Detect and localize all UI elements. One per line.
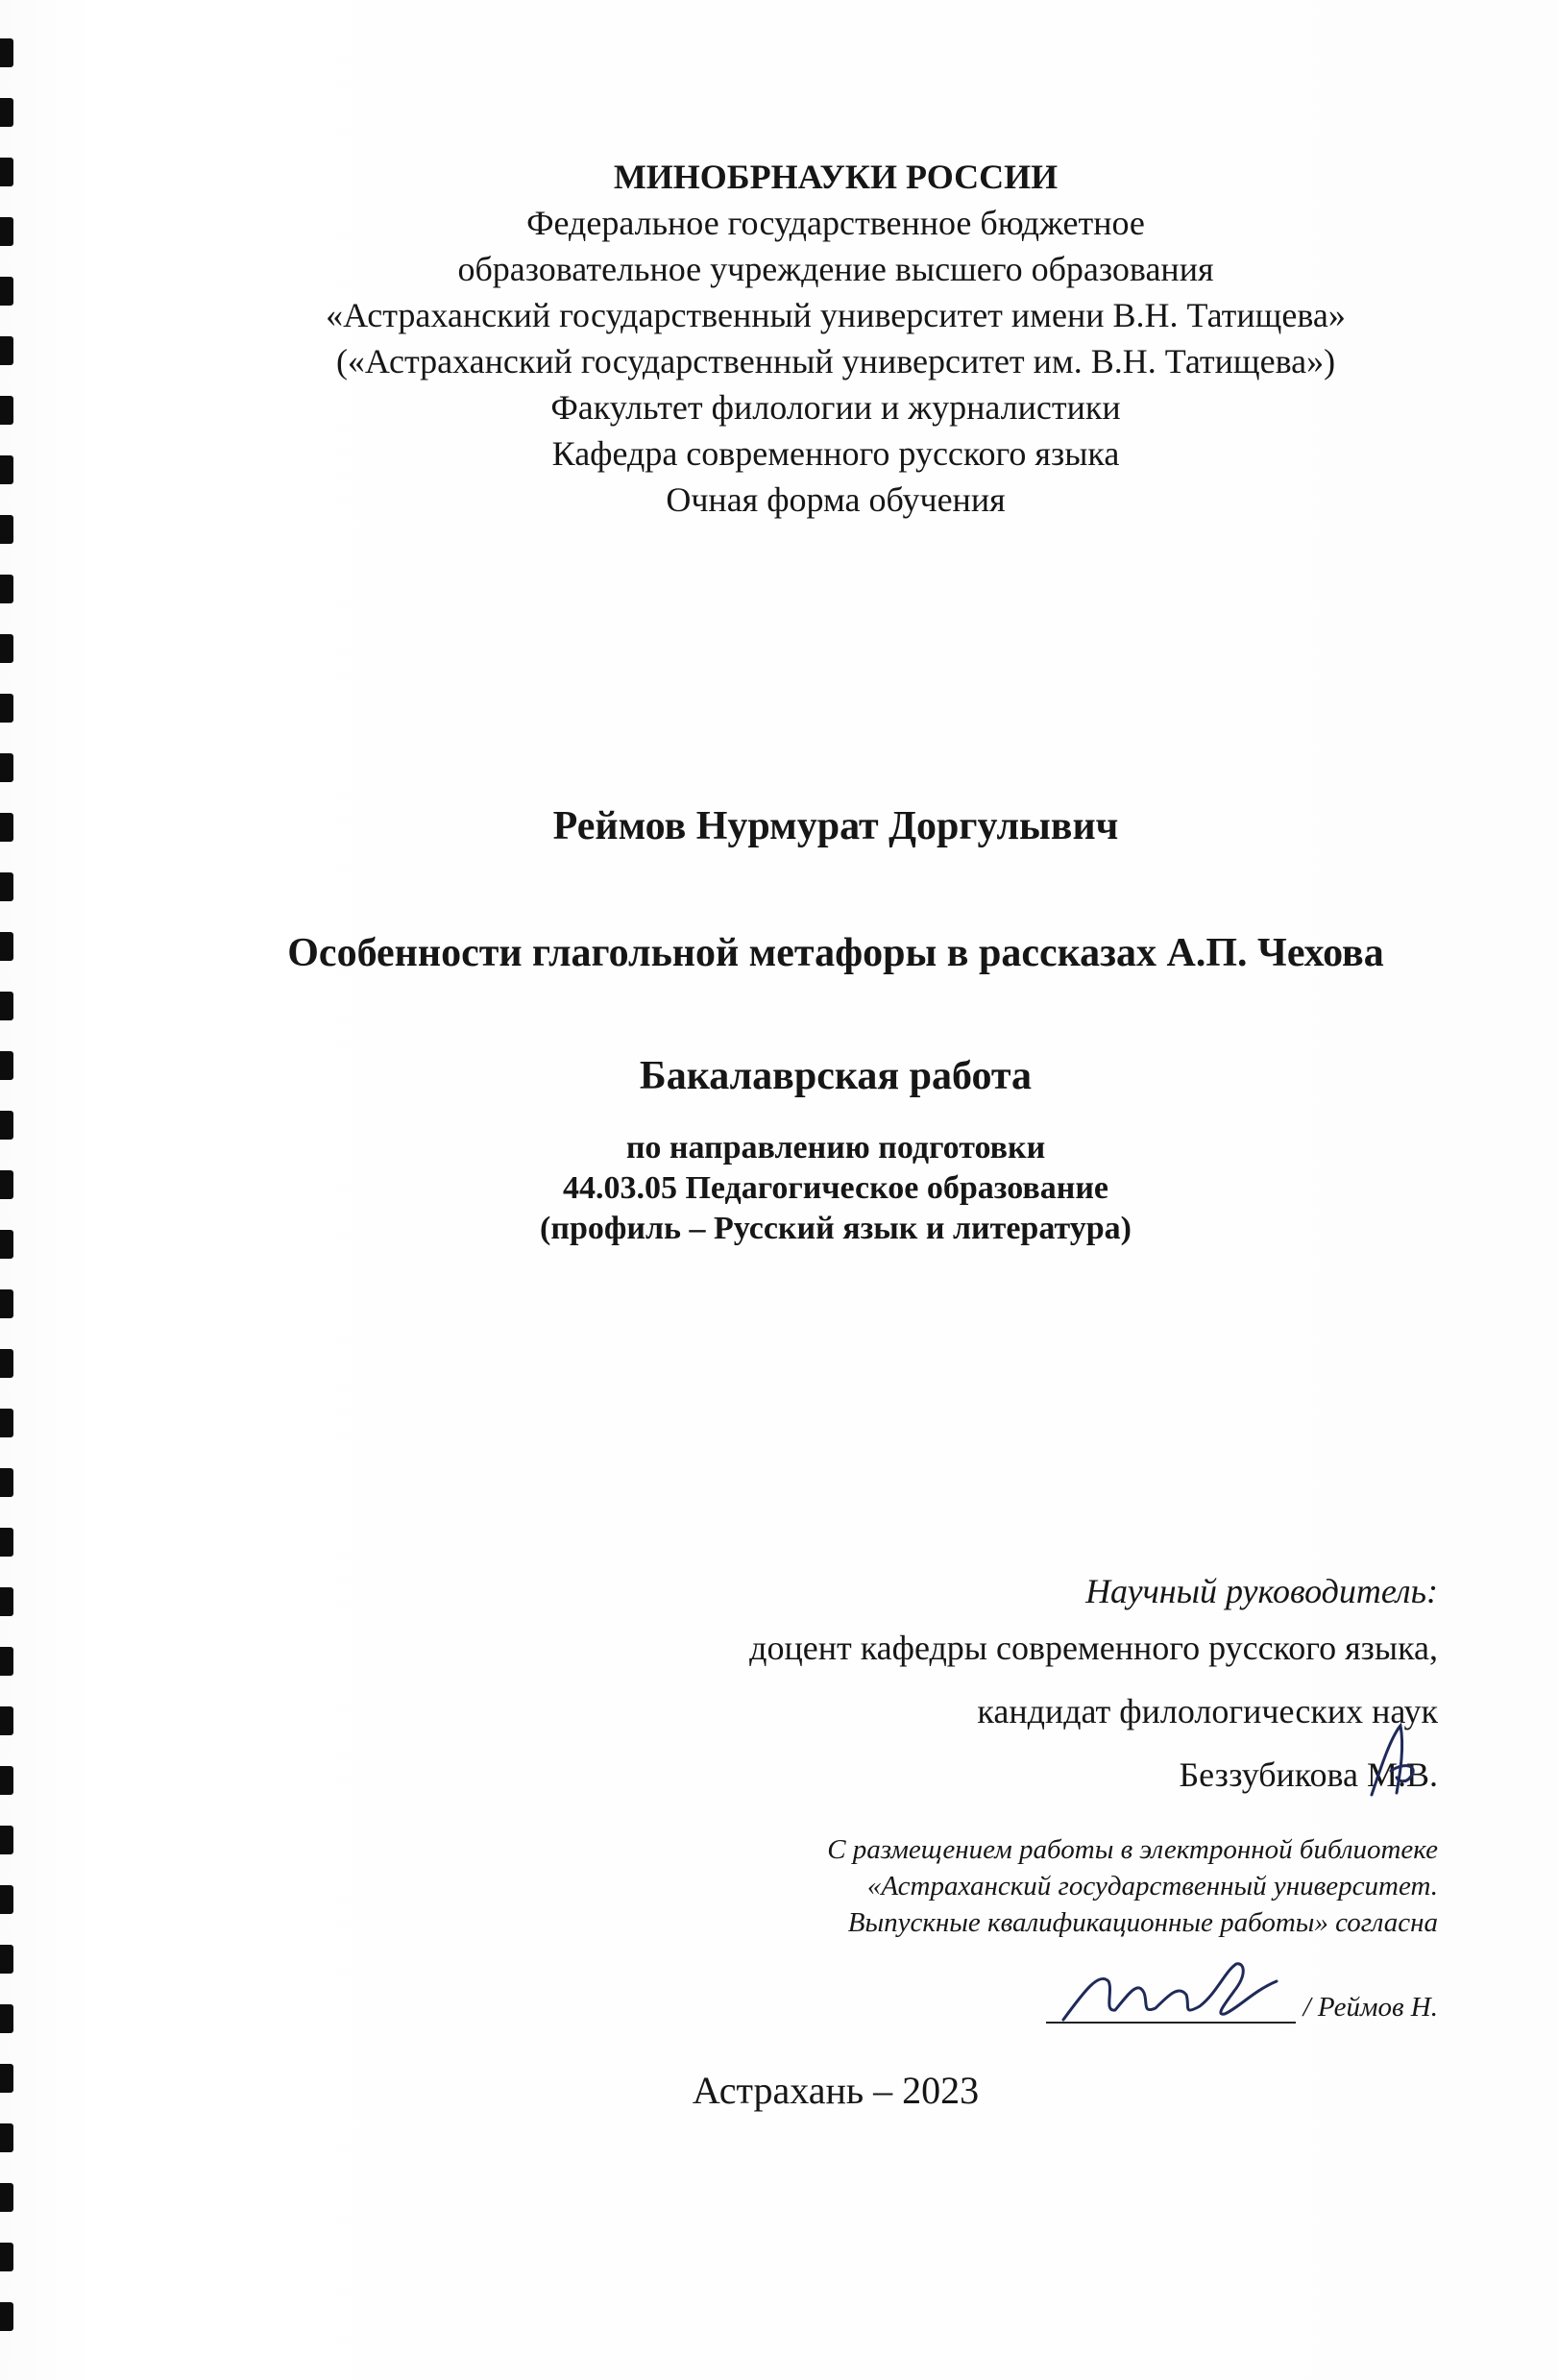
binding-hole — [0, 1587, 13, 1616]
binding-hole — [0, 38, 13, 67]
binding-hole — [0, 1111, 13, 1140]
supervisor-initials-mark — [1362, 1718, 1429, 1804]
binding-hole — [0, 1409, 13, 1437]
consent-line: Выпускные квалификационные работы» согласна — [847, 1907, 1438, 1938]
header-line: Очная форма обучения — [666, 480, 1006, 519]
binding-hole — [0, 2123, 13, 2152]
binding-hole — [0, 515, 13, 544]
signature-field — [1046, 1979, 1296, 2024]
binding-hole — [0, 694, 13, 723]
binding-hole — [0, 1647, 13, 1676]
binding-hole — [0, 336, 13, 365]
binding-hole — [0, 813, 13, 842]
work-type: Бакалаврская работа — [639, 1054, 1033, 1098]
city-year: Астрахань – 2023 — [692, 2069, 980, 2112]
header-line: образовательное учреждение высшего образования — [457, 250, 1214, 288]
binding-hole — [0, 1289, 13, 1318]
binding-hole — [0, 1230, 13, 1259]
binding-hole — [0, 872, 13, 901]
signature-name: / Реймов Н. — [1302, 1992, 1438, 2023]
thesis-title: Особенности глагольной метафоры в рассказах А.П. Чехова — [287, 931, 1384, 975]
binding-hole — [0, 1885, 13, 1914]
supervisor-label: Научный руководитель: — [1085, 1572, 1438, 1610]
ministry-name: МИНОБРНАУКИ РОССИИ — [613, 158, 1059, 196]
header-line: «Астраханский государственный университет имени В.Н. Татищева» — [326, 296, 1346, 334]
signature-row — [1046, 1979, 1438, 2024]
handwritten-signature — [1056, 1952, 1286, 2029]
binding-hole — [0, 753, 13, 782]
binding-hole — [0, 1766, 13, 1795]
binding-hole — [0, 277, 13, 306]
direction-line: (профиль – Русский язык и литература) — [540, 1211, 1132, 1246]
binding-hole — [0, 1528, 13, 1557]
binding-hole — [0, 2064, 13, 2093]
binding-hole — [0, 932, 13, 961]
supervisor-block — [749, 1566, 1438, 1806]
binding-hole — [0, 2243, 13, 2271]
binding-hole — [0, 1051, 13, 1080]
binding-hole — [0, 2004, 13, 2033]
header-line: («Астраханский государственный университет им. В.Н. Татищева») — [335, 342, 1336, 380]
binding-hole — [0, 1349, 13, 1378]
header-line: Федеральное государственное бюджетное — [526, 204, 1145, 242]
consent-line: «Астраханский государственный университет. — [866, 1871, 1438, 1902]
binding-hole — [0, 1826, 13, 1854]
binding-hole — [0, 396, 13, 425]
binding-hole — [0, 992, 13, 1020]
library-consent — [827, 1831, 1438, 1941]
supervisor-position: доцент кафедры современного русского языка, — [749, 1629, 1438, 1667]
study-direction — [192, 1128, 1479, 1249]
direction-line: по направлению подготовки — [625, 1130, 1046, 1165]
binding-hole — [0, 158, 13, 186]
binding-holes — [0, 0, 25, 2380]
binding-hole — [0, 1945, 13, 1974]
supervisor-name: Беззубикова М.В. — [1179, 1755, 1438, 1794]
binding-hole — [0, 634, 13, 663]
author-name: Реймов Нурмурат Доргулывич — [552, 804, 1119, 848]
binding-hole — [0, 2302, 13, 2331]
consent-line: С размещением работы в электронной библиотеке — [827, 1834, 1438, 1865]
institution-header — [192, 154, 1479, 523]
header-line: Факультет филологии и журналистики — [550, 388, 1121, 427]
binding-hole — [0, 1170, 13, 1199]
header-line: Кафедра современного русского языка — [551, 434, 1120, 473]
binding-hole — [0, 1468, 13, 1497]
binding-hole — [0, 2183, 13, 2212]
binding-hole — [0, 1706, 13, 1735]
binding-hole — [0, 217, 13, 246]
supervisor-degree: кандидат филологических наук — [977, 1692, 1438, 1730]
binding-hole — [0, 455, 13, 484]
binding-hole — [0, 575, 13, 603]
binding-hole — [0, 98, 13, 127]
direction-line: 44.03.05 Педагогическое образование — [562, 1170, 1109, 1206]
